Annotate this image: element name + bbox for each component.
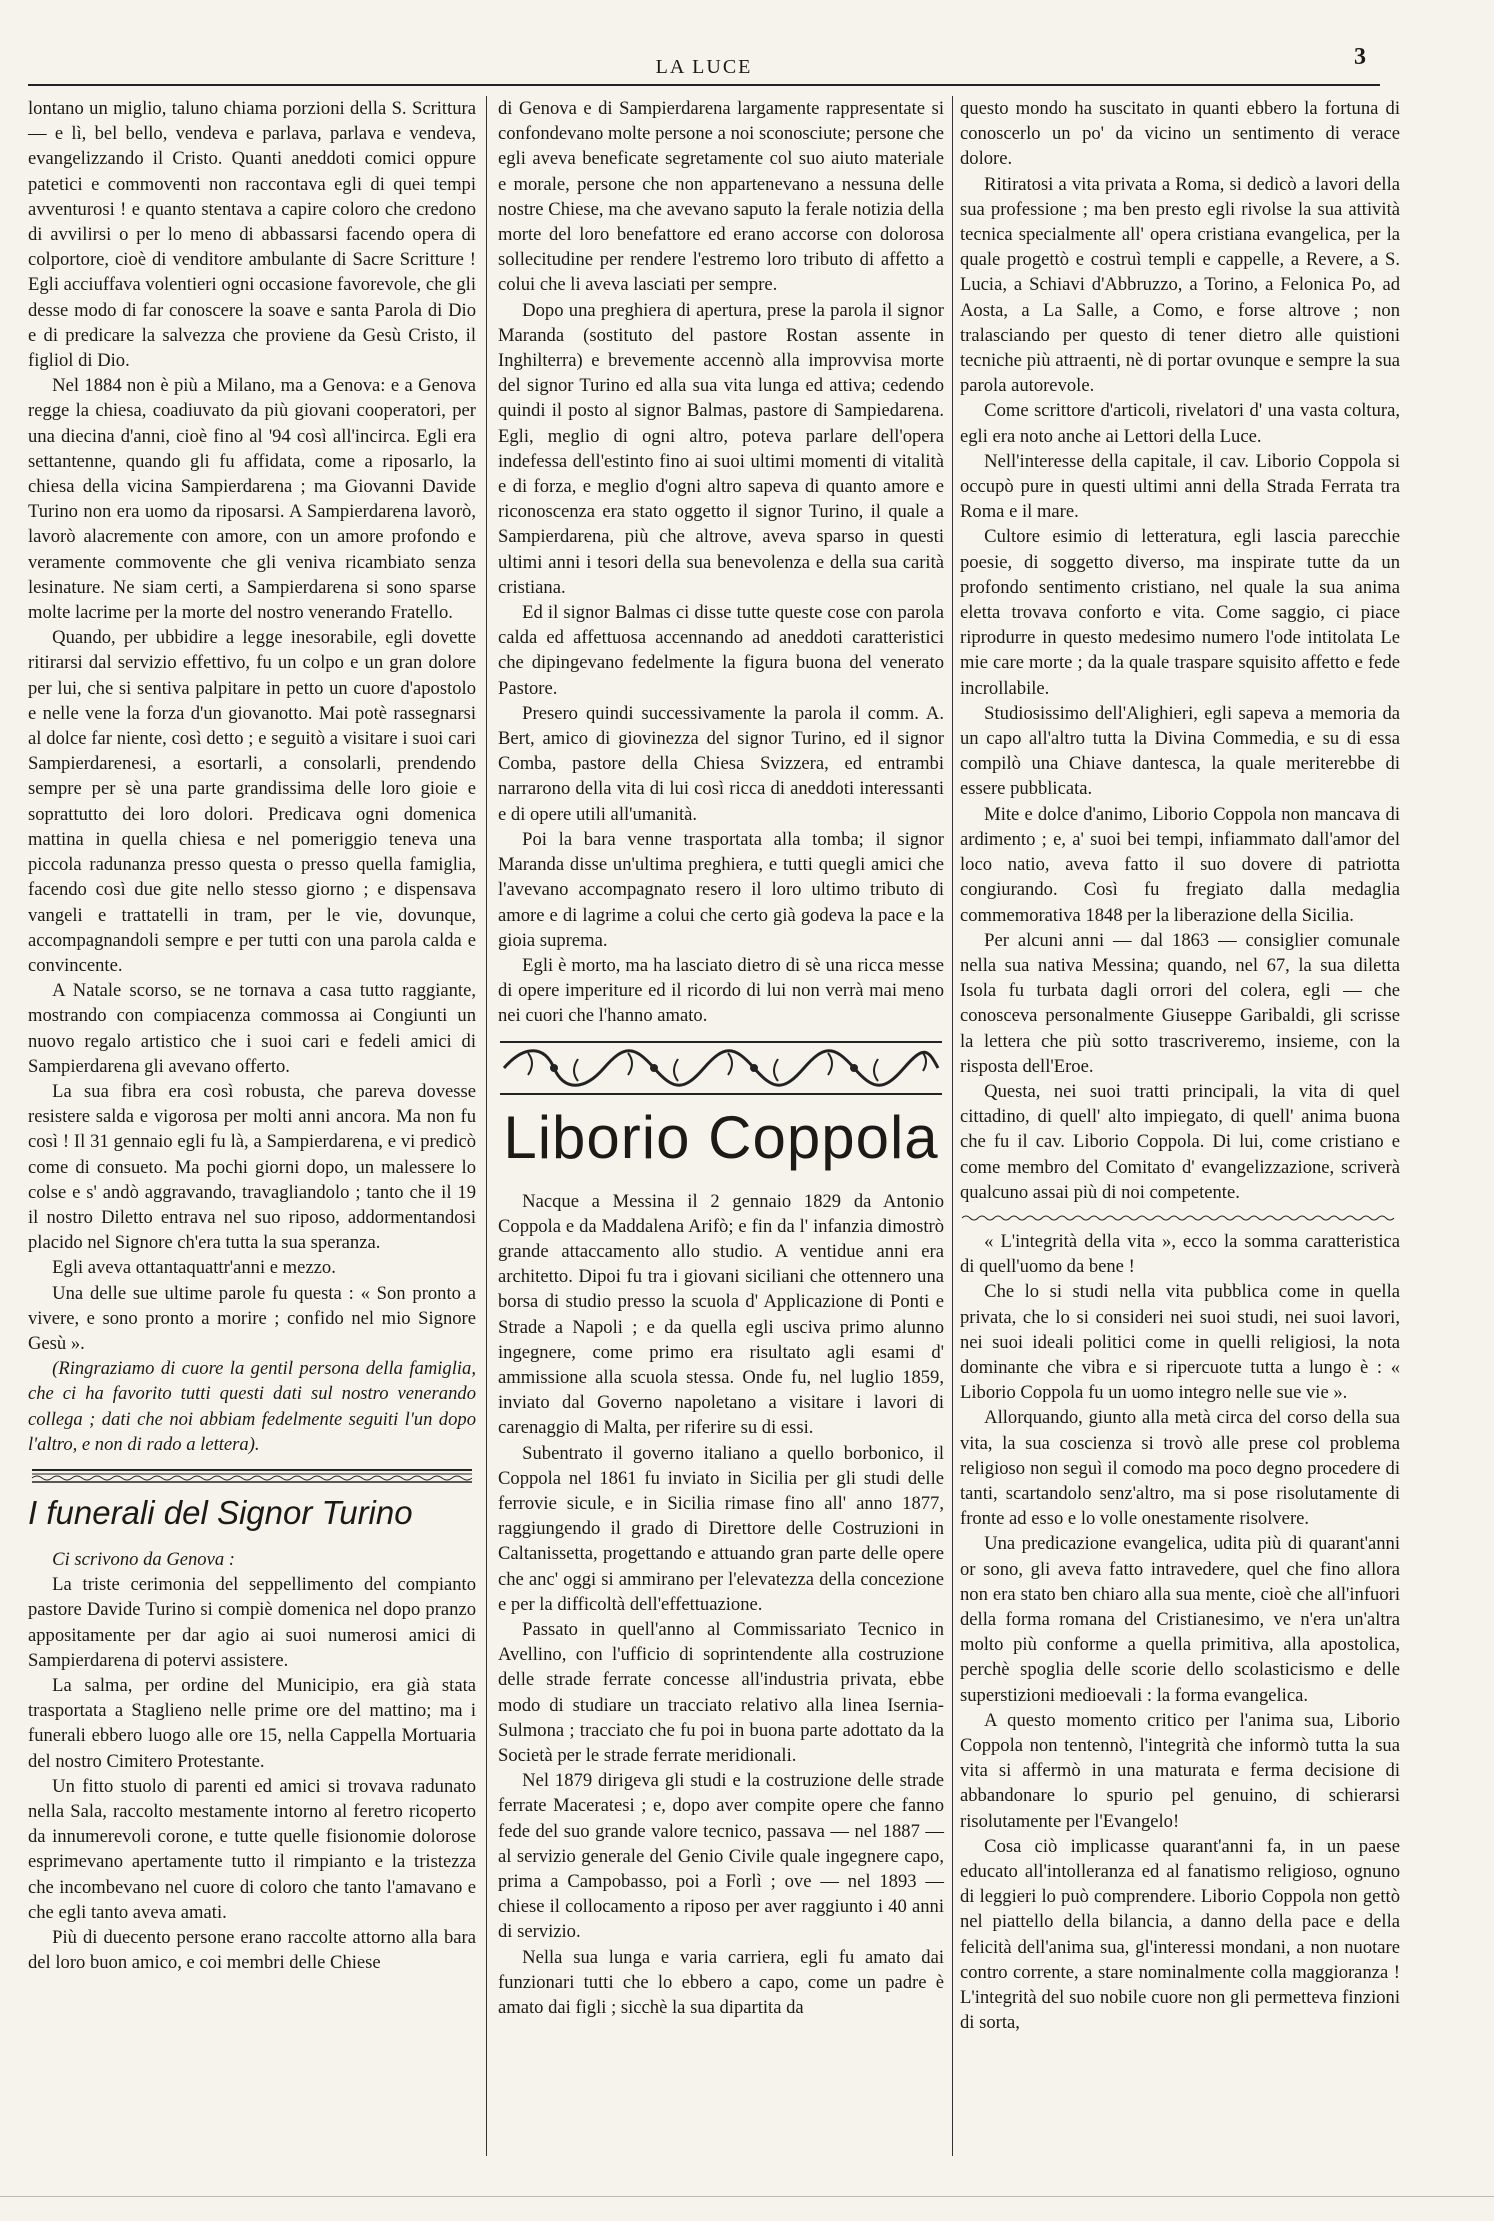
column-3 [960, 96, 1400, 2035]
paragraph: Subentrato il governo italiano a quello borbonico, il Coppola nel 1861 fu inviato in Sicilia per gli studi delle ferrovie sicule, e in Sicilia rimase fino all' anno 1877, raggiungendo il grado di Direttore delle Costruzioni in Caltanissetta, progettando e attuando gran parte delle opere che anc' oggi si ammirano per l'elevatezza della concezione e per la difficoltà dell'effettuazione. [498, 1442, 944, 1615]
paragraph: Nel 1879 dirigeva gli studi e la costruzione delle strade ferrate Maceratesi ; e, dopo aver compite opere che fanno fede del suo grande valore tecnico, passava — nel 1887 — al servizio generale del Genio Civile quale ingegnere capo, prima a Campobasso, poi a Forlì ; ove — nel 1893 — chiese il collocamento a riposo per aver raggiunto i 40 anni di servizio. [498, 1770, 944, 1943]
column-2 [498, 96, 944, 2020]
wavy-separator [960, 1213, 1400, 1223]
article-heading: Liborio Coppola [503, 1103, 939, 1171]
paragraph: La triste cerimonia del seppellimento del compianto pastore Davide Turino si compiè domenica nel dopo pranzo appositamente per dar agio ai suoi numerosi amici di Sampierdarena di potervi assistere. [28, 1574, 476, 1671]
paragraph: Quando, per ubbidire a legge inesorabile, egli dovette ritirarsi dal servizio effettivo, fu un colpo e un gran dolore per lui, che si sentiva palpitare in petto un cuore d'apostolo e nelle vene la forza d'un giovanotto. Mai potè rassegnarsi al dolce far niente, così detto ; e seguitò a visitare i suoi cari Sampierdarenesi, a esortarli, a consolarli, prendendo sempre per sè una parte grandissima delle loro gioie e soprattutto dei loro dolori. Predicava ogni domenica mattina in quella chiesa e nel pomeriggio teneva una piccola radunanza presso questa o presso quella famiglia, facendo così due gite nello stesso giorno ; e dispensava vangeli e trattatelli in tram, per le vie, dovunque, accompagnandoli sempre e per tutti con una parola calda e convincente. [28, 627, 476, 976]
paragraph: Per alcuni anni — dal 1863 — consiglier comunale nella sua nativa Messina; quando, nel 67, la sua diletta Isola fu turbata dagli orrori del colera, egli — che conosceva personalmente Giuseppe Garibaldi, gli scrisse la lettera che più sotto trascriveremo, insieme, con la risposta dell'Eroe. [960, 929, 1400, 1077]
paragraph: La sua fibra era così robusta, che pareva dovesse resistere salda e vigorosa per molti anni ancora. Ma non fu così ! Il 31 gennaio egli fu là, a Sampierdarena, e vi predicò come di consueto. Ma pochi giorni dopo, un malessere lo colse e s' andò aggravando, travagliandolo ; tanto che il 19 il nostro Diletto entrava nel suo riposo, addormentandosi placido nel Signore ch'era tutta la sua speranza. [28, 1080, 476, 1254]
paragraph: La salma, per ordine del Municipio, era già stata trasportata a Staglieno nelle prime ore del mattino; ma i funerali ebbero luogo alle ore 15, nella Cappella Mortuaria del nostro Cimitero Protestante. [28, 1674, 476, 1772]
paragraph: Mite e dolce d'animo, Liborio Coppola non mancava di ardimento ; e, a' suoi bei tempi, infiammato dall'amor del loco natio, aveva fatto il suo dovere di patriotta congiurando. Così fu fregiato dalla medaglia commemorativa 1848 per la liberazione della Sicilia. [960, 803, 1400, 926]
paragraph: Passato in quell'anno al Commissariato Tecnico in Avellino, con l'ufficio di soprintendente alla costruzione delle strade ferrate concesse all'industria privata, ebbe modo di studiare un tracciato relativo alla linea Isernia-Sulmona ; tracciato che fu poi in buona parte adottato da la Società per le strade ferrate meridionali. [498, 1618, 944, 1766]
paragraph: Che lo si studi nella vita pubblica come in quella privata, che lo si consideri nei suoi studi, nei suoi lavori, nei suoi ideali politici come in quelli religiosi, la nota dominante che vibra e si ripercuote tutta a lungo è : « Liborio Coppola fu un uomo integro nelle sue vie ». [960, 1281, 1400, 1404]
paragraph: Studiosissimo dell'Alighieri, egli sapeva a memoria da un capo all'altro tutta la Divina Commedia, e su di essa compilò una Chiave dantesca, la quale meriterebbe di essere pubblicata. [960, 702, 1400, 800]
decorative-vine-border [498, 1039, 944, 1097]
paragraph: lontano un miglio, taluno chiama porzioni della S. Scrittura — e lì, bel bello, vendeva e parlava, parlava e vendeva, evangelizzando il Cristo. Quanti aneddoti comici oppure patetici e commoventi non raccontava egli di quei tempi avventurosi ! e quanto stentava a capire coloro che credono di avvilirsi o per lo meno di abbassarsi facendo opera di colportore, cioè di venditore ambulante di Sacre Scritture ! Egli acciuffava volentieri ogni occasione favorevole, che gli desse modo di far conoscere la soave e santa Parola di Dio e di predicare la salvezza che proviene da Gesù Cristo, il figliol di Dio. [28, 98, 476, 372]
paragraph: Nella sua lunga e varia carriera, egli fu amato dai funzionari tutti che lo ebbero a capo, come un padre è amato dai figli ; sicchè la sua dipartita da [498, 1946, 944, 2019]
editorial-note: (Ringraziamo di cuore la gentil persona della famiglia, che ci ha favorito tutti questi dati sul nostro venerando collega ; dati che noi abbiam fedelmente seguiti l'un dopo l'altro, e non di rado a lettera). [28, 1358, 476, 1455]
section-divider [28, 1467, 476, 1485]
paragraph: Cosa ciò implicasse quarant'anni fa, in un paese educato all'intolleranza ed al fanatismo religioso, ognuno di leggieri lo può comprendere. Liborio Coppola non gettò nel piattello della bilancia, a danno della pace e della felicità dell'anima sua, gl'interessi mondani, a non nuotare contro corrente, a stare nominalmente colla maggioranza ! L'integrità del suo nobile cuore non gli permetteva finzioni di sorta, [960, 1835, 1400, 2034]
paragraph: « L'integrità della vita », ecco la somma caratteristica di quell'uomo da bene ! [960, 1230, 1400, 1278]
paragraph: Questa, nei suoi tratti principali, la vita di quel cittadino, di quell' alto impiegato, di quell' anima buona che fu il cav. Liborio Coppola. Di lui, come cristiano e come membro del Comitato d' evangelizzazione, scriverà qualcuno assai più di noi competente. [960, 1080, 1400, 1203]
newspaper-title: LA LUCE [655, 56, 753, 78]
page-bottom-edge [0, 2196, 1494, 2203]
paragraph: Dopo una preghiera di apertura, prese la parola il signor Maranda (sostituto del pastore Rostan assente in Inghilterra) e brevemente accennò alla improvvisa morte del signor Turino ed alla sua vita lunga ed attiva; cedendo quindi il posto al signor Balmas, pastore di Sampiedarena. Egli, meglio di ogni altro, poteva parlare dell'opera indefessa dell'estinto fino ai suoi ultimi momenti di vitalità e di forza, e meglio d'ogni altro sapeva di quanto amore e riconoscenza era stato oggetto il signor Turino, il quale a Sampierdarena, più che altrove, aveva sparso in questi ultimi anni i tesori della sua benevolenza e della sua carità cristiana. [498, 299, 944, 598]
paragraph: Come scrittore d'articoli, rivelatori d' una vasta coltura, egli era noto anche ai Lettori della Luce. [960, 400, 1400, 447]
column-divider [952, 96, 953, 2156]
paragraph: di Genova e di Sampierdarena largamente rappresentate si confondevano molte persone a noi sconosciute; persone che egli aveva beneficate segretamente col suo aiuto materiale e morale, persone che non appartenevano a nessuna delle nostre Chiese, ma che avevano saputo la ferale notizia della morte del loro benefattore ed erano accorse con dolorosa sollecitudine per rendere l'estremo loro tributo di affetto a colui che li aveva lasciati per sempre. [498, 98, 944, 296]
paragraph: Nell'interesse della capitale, il cav. Liborio Coppola si occupò pure in questi ultimi anni della Strada Ferrata tra Roma e il mare. [960, 450, 1400, 523]
paragraph: Cultore esimio di letteratura, egli lascia parecchie poesie, di soggetto diverso, ma inspirate tutte da un profondo sentimento cristiano, nel quale la sua anima eletta trovava conforto e vita. Come saggio, ci piace riprodurre in questo medesimo numero l'ode intitolata Le mie care morte ; da la quale traspare squisito affetto e fede incrollabile. [960, 526, 1400, 699]
byline: Ci scrivono da Genova : [52, 1548, 235, 1570]
column-1 [28, 96, 476, 1975]
paragraph: Ed il signor Balmas ci disse tutte queste cose con parola calda ed affettuosa accennando ad aneddoti caratteristici che dipingevano fedelmente la figura buona del venerato Pastore. [498, 602, 944, 699]
page-header [28, 50, 1380, 86]
paragraph: A Natale scorso, se ne tornava a casa tutto raggiante, mostrando con compiacenza commossa ai Congiunti un nuovo regalo artistico che i suoi cari e fedeli amici di Sampierdarena gli avevano offerto. [28, 980, 476, 1077]
paragraph: Nel 1884 non è più a Milano, ma a Genova: e a Genova regge la chiesa, coadiuvato da più giovani cooperatori, per una diecina d'anni, cioè fino al '94 così all'incirca. Egli era settantenne, quando gli fu affidata, come a riposarlo, la chiesa della vicina Sampierdarena ; ma Giovanni Davide Turino non era uomo da riposarsi. A Sampierdarena lavorò, lavorò alacremente con amore, con un amore profondo e veramente commovente che gli veniva ricambiato senza lesinature. Ne siam certi, a Sampierdarena si sono sparse molte lacrime per la morte del nostro venerando Fratello. [28, 375, 476, 624]
paragraph: Egli è morto, ma ha lasciato dietro di sè una ricca messe di opere imperiture ed il ricordo di lui non verrà mai meno nei cuori che l'hanno amato. [498, 954, 944, 1027]
paragraph: Poi la bara venne trasportata alla tomba; il signor Maranda disse un'ultima preghiera, e tutti quegli amici che l'avevano accompagnato resero il loro ultimo tributo di amore e di lagrime a colui che certo già godeva la pace e la gioia suprema. [498, 828, 944, 951]
paragraph: Una predicazione evangelica, udita più di quarant'anni or sono, gli aveva fatto intravedere, quel che fino allora non era stato ben chiaro alla sua mente, cioè che all'infuori della forma romana del Cristianesimo, ve n'era un'altra molto più conforme a quella primitiva, alla apostolica, perchè spoglia delle scorie dello scolasticismo e delle superstizioni medioevali : la forma evangelica. [960, 1533, 1400, 1706]
column-divider [486, 96, 487, 2156]
paragraph: Presero quindi successivamente la parola il comm. A. Bert, amico di giovinezza del signor Turino, ed il signor Comba, pastore della Chiesa Svizzera, ed entrambi narrarono della vita di lui così ricca di aneddoti interessanti e di opere utili all'umanità. [498, 702, 944, 825]
page-number: 3 [1354, 44, 1366, 70]
paragraph: Una delle sue ultime parole fu questa : « Son pronto a vivere, e sono pronto a morire ; confido nel mio Signore Gesù ». [28, 1282, 476, 1354]
article-heading: I funerali del Signor Turino [28, 1493, 413, 1531]
paragraph: Allorquando, giunto alla metà circa del corso della sua vita, la sua coscienza si trovò alle prese col problema religioso non seguì il comodo ma poco degno procedere di tanti, scartandolo senz'altro, ma si pose risolutamente di fronte ad esso e lo volle onestamente risolvere. [960, 1407, 1400, 1530]
paragraph: Nacque a Messina il 2 gennaio 1829 da Antonio Coppola e da Maddalena Arifò; e fin da l' infanzia dimostrò grande attaccamento allo studio. A ventidue anni era architetto. Dipoi fu tra i giovani siciliani che ottennero una borsa di studio presso la scuola d' Applicazione di Ponti e Strade a Napoli ; e da quella egli usciva primo alunno ingegnere, come primo era risultato agli esami d' ammissione alla scuola stessa. Onde fu, nel luglio 1859, inviato dal Governo napoletano a visitare i lavori di carenaggio di Malta, per riferire su di essi. [498, 1190, 944, 1439]
paragraph: questo mondo ha suscitato in quanti ebbero la fortuna di conoscerlo un po' da vicino un sentimento di verace dolore. [960, 98, 1400, 170]
paragraph: Ritiratosi a vita privata a Roma, si dedicò a lavori della sua professione ; ma ben presto egli rivolse la sua attività tecnica specialmente all' opera cristiana evangelica, per la quale progettò e costruì templi e cappelle, a Revere, a S. Lucia, a Schiavi d'Abbruzzo, a Torino, a Felonica Po, ad Aosta, a La Salle, a Como, e forse altrove ; non tralasciando per questo di tener dietro alle quistioni tecniche più attraenti, nè di portar ovunque e sempre la sua parola autorevole. [960, 173, 1400, 397]
paragraph: Più di duecento persone erano raccolte attorno alla bara del loro buon amico, e coi membri delle Chiese [28, 1927, 476, 1974]
paragraph: Un fitto stuolo di parenti ed amici si trovava radunato nella Sala, raccolto mestamente intorno al feretro ricoperto da innumerevoli corone, e tutte quelle fisionomie dolorose esprimevano apertamente tutto il rimpianto e la tristezza che incombevano nel cuore di coloro che tanto l'amavano e che egli tanto aveva amati. [28, 1775, 476, 1923]
paragraph: A questo momento critico per l'anima sua, Liborio Coppola non tentennò, l'integrità che informò tutta la sua vita si affermò in una maturata e ferma decisione di abbandonare lo spurio pel genuino, di schierarsi risolutamente per l'Evangelo! [960, 1709, 1400, 1832]
paragraph: Egli aveva ottantaquattr'anni e mezzo. [52, 1257, 336, 1279]
